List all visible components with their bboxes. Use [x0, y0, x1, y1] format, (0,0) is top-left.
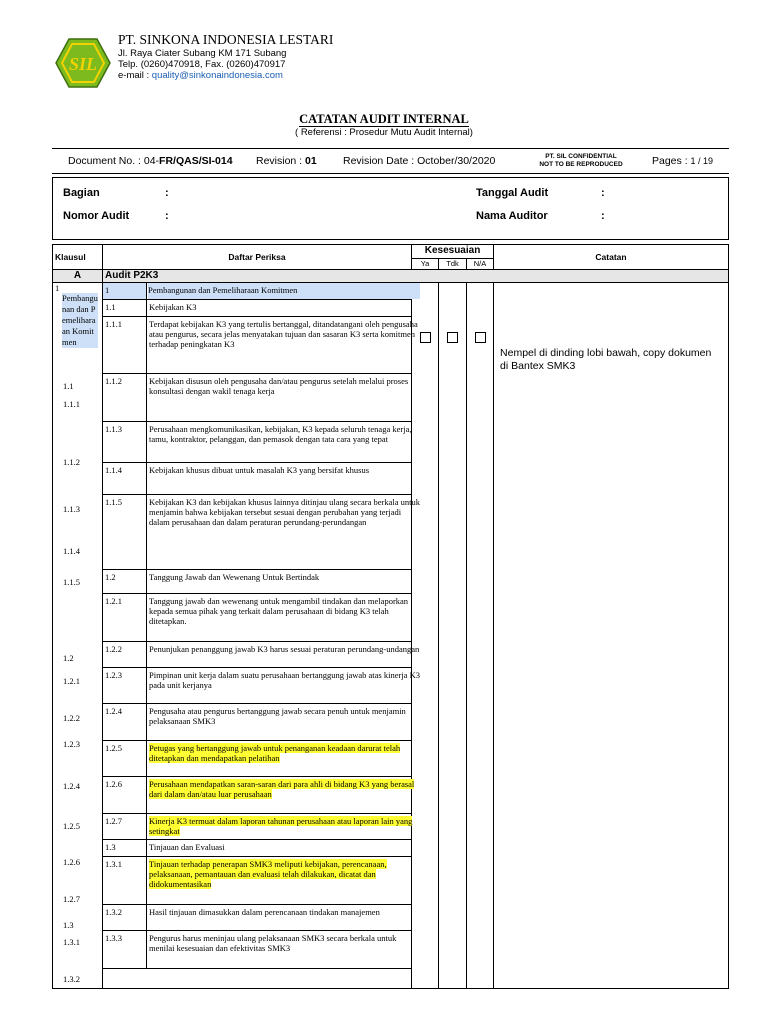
email-label: e-mail :	[118, 70, 150, 81]
ya-checkbox[interactable]	[420, 332, 431, 343]
left-klausul-item: 1.2.5	[63, 821, 80, 831]
row-number: 1.3.3	[103, 931, 147, 968]
tdk-column	[439, 283, 467, 989]
left-klausul-item: 1.1.3	[63, 504, 80, 514]
document-subtitle: ( Referensi : Prosedur Mutu Audit Internal)	[295, 127, 473, 138]
row-number: 1.1.1	[103, 317, 147, 373]
header-daftar-periksa: Daftar Periksa	[103, 245, 412, 270]
checklist-row	[103, 642, 420, 668]
left-klausul-item: 1.3	[63, 920, 74, 930]
nama-auditor-label: Nama Auditor	[476, 210, 548, 222]
row-number: 1.1	[103, 300, 147, 316]
row-text: Terdapat kebijakan K3 yang tertulis bertanggal, ditandatangani oleh pengusaha atau pengurus, secara jelas menyatakan tujuan dan sasaran K3 serta komitmen terhadap peningkatan K3	[149, 319, 418, 349]
row-number: 1.2.2	[103, 642, 147, 667]
left-klausul-item: 1.2.2	[63, 713, 80, 723]
section-code: A	[53, 270, 103, 283]
header-catatan: Catatan	[494, 245, 729, 270]
header-kesesuaian: Kesesuaian	[412, 245, 494, 259]
row-text: Pengusaha atau pengurus bertanggung jawab secara penuh untuk menjamin pelaksanaan SMK3	[149, 706, 406, 726]
header-na: N/A	[467, 259, 494, 270]
checklist-row	[103, 374, 412, 422]
row-text: Petugas yang bertanggung jawab untuk penanganan keadaan darurat telah ditetapkan dan mendapatkan pelatihan	[149, 743, 401, 763]
row-number: 1	[103, 283, 147, 299]
nomor-audit-label: Nomor Audit	[63, 210, 130, 222]
checklist-row	[103, 905, 412, 931]
row-text: Penunjukan penanggung jawab K3 harus sesuai peraturan perundang-undangan	[149, 644, 420, 654]
row-text: Perusahaan mengkomunikasikan, kebijakan, K3 kepada seluruh tenaga kerja, tamu, kontraktor, pelanggan, dan pemasok dengan tata cara yang tepat	[149, 424, 412, 444]
checklist-row	[103, 283, 412, 300]
na-checkbox[interactable]	[475, 332, 486, 343]
company-email-row	[118, 70, 283, 81]
row-number: 1.3.2	[103, 905, 147, 930]
revision: Revision : 01	[256, 155, 317, 167]
audit-info-box	[52, 177, 729, 240]
left-klausul-item: 1.2.7	[63, 894, 80, 904]
klausul-number: 1	[55, 283, 60, 293]
row-text: Perusahaan mendapatkan saran-saran dari para ahli di bidang K3 yang berasal dari dalam dan/atau luar perusahaan	[149, 779, 415, 799]
row-text: Tinjauan terhadap penerapan SMK3 meliputi kebijakan, perencanaan, pelaksanaan, pemantauan dan evaluasi telah dilakukan, dicatat dan didokumentasikan	[149, 859, 387, 889]
row-number: 1.2.5	[103, 741, 147, 776]
left-klausul-item: 1.1	[63, 381, 74, 391]
checklist-row	[103, 741, 412, 777]
bagian-label: Bagian	[63, 187, 100, 199]
row-number: 1.1.3	[103, 422, 147, 462]
checklist-table	[52, 244, 729, 989]
email-link[interactable]: quality@sinkonaindonesia.com	[151, 70, 283, 81]
row-text: Kebijakan disusun oleh pengusaha dan/atau pengurus setelah melalui proses konsultasi dengan wakil tenaga kerja	[149, 376, 409, 396]
catatan-note: Nempel di dinding lobi bawah, copy dokumen di Bantex SMK3	[494, 283, 729, 989]
checklist-row	[103, 300, 412, 317]
left-klausul-item: 1.3.2	[63, 974, 80, 984]
left-klausul-item: 1.2.6	[63, 857, 80, 867]
row-text: Pimpinan unit kerja dalam suatu perusahaan bertanggung jawab atas kinerja K3 pada unit kerjanya	[149, 670, 420, 690]
checklist-row	[103, 777, 415, 814]
logo-text: SIL	[68, 54, 98, 74]
row-number: 1.2.1	[103, 594, 147, 641]
row-number: 1.2.7	[103, 814, 147, 839]
company-name: PT. SINKONA INDONESIA LESTARI	[118, 32, 334, 47]
checklist-row	[103, 463, 412, 495]
left-klausul-item: 1.1.5	[63, 577, 80, 587]
row-text: Hasil tinjauan dimasukkan dalam perencanaan tindakan manajemen	[149, 907, 380, 917]
company-logo	[55, 38, 111, 88]
left-klausul-item: 1.1.1	[63, 399, 80, 409]
header-klausul: Klausul	[53, 245, 103, 270]
document-title: CATATAN AUDIT INTERNAL	[299, 112, 469, 126]
checklist-row	[103, 704, 412, 741]
tanggal-colon: :	[601, 187, 605, 199]
na-column	[467, 283, 494, 989]
row-text: Pembangunan dan Pemeliharaan Komitmen	[148, 283, 420, 299]
row-number: 1.2.3	[103, 668, 147, 703]
klausul-title: Pembangunan dan Pemeliharaan Komitmen	[62, 293, 98, 347]
confidential-notice: PT. SIL CONFIDENTIAL NOT TO BE REPRODUCED	[539, 153, 623, 168]
checklist-row	[103, 317, 418, 374]
row-number: 1.2.4	[103, 704, 147, 740]
tanggal-audit-label: Tanggal Audit	[476, 187, 549, 199]
checklist-row	[103, 931, 412, 969]
left-klausul-item: 1.3.1	[63, 937, 80, 947]
row-text: Kebijakan K3	[149, 302, 197, 312]
row-text: Tinjauan dan Evaluasi	[149, 842, 225, 852]
row-text: Kebijakan K3 dan kebijakan khusus lainnya ditinjau ulang secara berkala untuk menjamin bahwa kebijakan tersebut sesuai dengan perubahan yang terjadi dalam perusahaan dan dalam peraturan perundang-perundangan	[149, 497, 420, 527]
checklist-row	[103, 422, 412, 463]
row-number: 1.3	[103, 840, 147, 856]
company-address: Jl. Raya Ciater Subang KM 171 Subang	[118, 48, 287, 59]
checklist-row	[103, 857, 412, 905]
klausul-column	[53, 283, 103, 989]
row-number: 1.2.6	[103, 777, 147, 813]
checklist-row	[103, 840, 412, 857]
checklist-items-column	[103, 283, 420, 989]
row-text: Tanggung Jawab dan Wewenang Untuk Bertindak	[149, 572, 320, 582]
left-klausul-item: 1.1.4	[63, 546, 80, 556]
document-info-bar	[52, 148, 729, 174]
row-text: Kinerja K3 termuat dalam laporan tahunan perusahaan atau laporan lain yang setingkat	[149, 816, 413, 836]
row-number: 1.1.4	[103, 463, 147, 494]
header-tdk: Tdk	[439, 259, 467, 270]
row-number: 1.1.2	[103, 374, 147, 421]
auditor-colon: :	[601, 210, 605, 222]
checklist-row	[103, 495, 420, 570]
doc-number: Document No. : 04-FR/QAS/SI-014	[68, 155, 233, 167]
row-number: 1.2	[103, 570, 147, 593]
nomor-colon: :	[165, 210, 169, 222]
left-klausul-item: 1.2.1	[63, 676, 80, 686]
company-phone: Telp. (0260)470918, Fax. (0260)470917	[118, 59, 286, 70]
bagian-colon: :	[165, 187, 169, 199]
left-klausul-item: 1.2	[63, 653, 74, 663]
row-number: 1.1.5	[103, 495, 147, 569]
section-title: Audit P2K3	[103, 270, 729, 283]
left-klausul-item: 1.1.2	[63, 457, 80, 467]
checklist-row	[103, 594, 412, 642]
checklist-row	[103, 570, 412, 594]
row-text: Tanggung jawab dan wewenang untuk mengambil tindakan dan melaporkan kepada semua pihak yang terkait dalam perusahaan di bidang K3 telah ditetapkan.	[149, 596, 409, 626]
row-text: Kebijakan khusus dibuat untuk masalah K3 yang bersifat khusus	[149, 465, 370, 475]
row-text: Pengurus harus meninjau ulang pelaksanaan SMK3 secara berkala untuk menilai kesesuaian dan efektivitas SMK3	[149, 933, 397, 953]
checklist-row	[103, 668, 420, 704]
revision-date: Revision Date : October/30/2020	[343, 155, 496, 167]
tdk-checkbox[interactable]	[447, 332, 458, 343]
row-number: 1.3.1	[103, 857, 147, 904]
pages: Pages : 1 / 19	[652, 155, 714, 167]
left-klausul-item: 1.2.3	[63, 739, 80, 749]
left-klausul-item: 1.2.4	[63, 781, 80, 791]
checklist-row	[103, 814, 412, 840]
header-ya: Ya	[412, 259, 439, 270]
